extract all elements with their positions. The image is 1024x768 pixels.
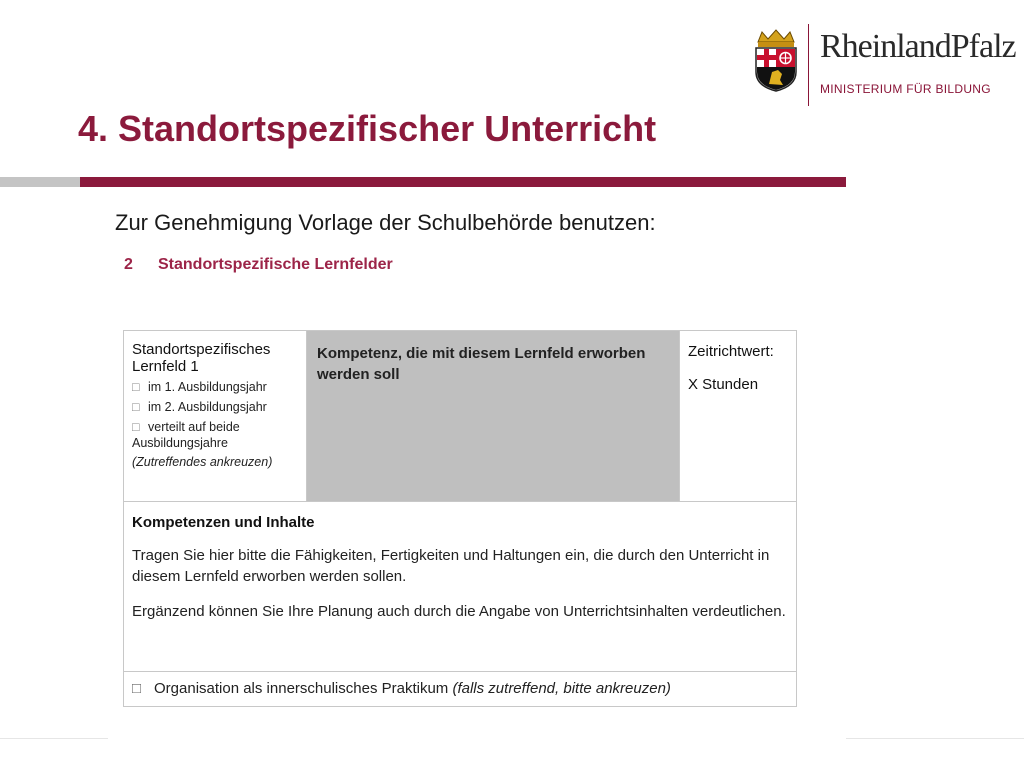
checkbox-icon[interactable]: □ xyxy=(132,400,140,414)
kompetenz-header: Kompetenz, die mit diesem Lernfeld erworben werden soll xyxy=(317,345,646,383)
section-number: 2 xyxy=(124,256,133,273)
zeit-value: X Stunden xyxy=(688,376,759,393)
table-row-header xyxy=(124,331,796,502)
inhalte-heading: Kompetenzen und Inhalte xyxy=(132,514,315,531)
zeit-label: Zeitrichtwert: xyxy=(688,343,774,360)
checkbox-icon[interactable]: □ xyxy=(132,380,140,394)
option-year-1[interactable]: □ im 1. Ausbildungsjahr xyxy=(132,380,267,394)
zeitrichtwert-cell xyxy=(680,331,796,501)
slide-title: 4. Standortspezifischer Unterricht xyxy=(78,108,657,149)
checkbox-icon[interactable]: □ xyxy=(132,680,142,697)
form-template xyxy=(118,252,808,722)
lernfeld-table xyxy=(123,330,797,707)
table-row-praktikum[interactable] xyxy=(124,672,796,706)
table-row-inhalte xyxy=(124,502,796,672)
slide-subtitle: Zur Genehmigung Vorlage der Schulbehörde benutzen: xyxy=(115,210,656,235)
option-both-years[interactable]: □ verteilt auf beide Ausbildungsjahre xyxy=(132,420,240,450)
title-rule-grey xyxy=(0,177,80,187)
lernfeld-title: Standortspezifisches Lernfeld 1 xyxy=(132,341,271,375)
praktikum-label: Organisation als innerschulisches Praktikum xyxy=(154,680,449,697)
section-heading xyxy=(124,256,393,274)
inhalte-paragraph-2: Ergänzend können Sie Ihre Planung auch durch die Angabe von Unterrichtsinhalten verdeutlichen. xyxy=(132,603,786,620)
footer-line-right xyxy=(846,738,1024,739)
footer-line-left xyxy=(0,738,108,739)
logo-wordmark: RheinlandPfalz xyxy=(820,28,1016,65)
checkbox-icon[interactable]: □ xyxy=(132,420,140,434)
option-year-2[interactable]: □ im 2. Ausbildungsjahr xyxy=(132,400,267,414)
coat-of-arms-icon xyxy=(752,28,800,92)
section-title: Standortspezifische Lernfelder xyxy=(158,256,393,273)
inhalte-paragraph-1: Tragen Sie hier bitte die Fähigkeiten, Fertigkeiten und Haltungen ein, die durch den Unterricht in diesem Lernfeld erworben werden sollen. xyxy=(132,547,770,585)
praktikum-hint: (falls zutreffend, bitte ankreuzen) xyxy=(452,680,671,697)
option-hint: (Zutreffendes ankreuzen) xyxy=(132,455,273,469)
logo-ministry: MINISTERIUM FÜR BILDUNG xyxy=(820,82,991,96)
title-rule-accent xyxy=(80,177,846,187)
kompetenz-cell xyxy=(307,331,680,501)
lernfeld-cell xyxy=(124,331,307,501)
